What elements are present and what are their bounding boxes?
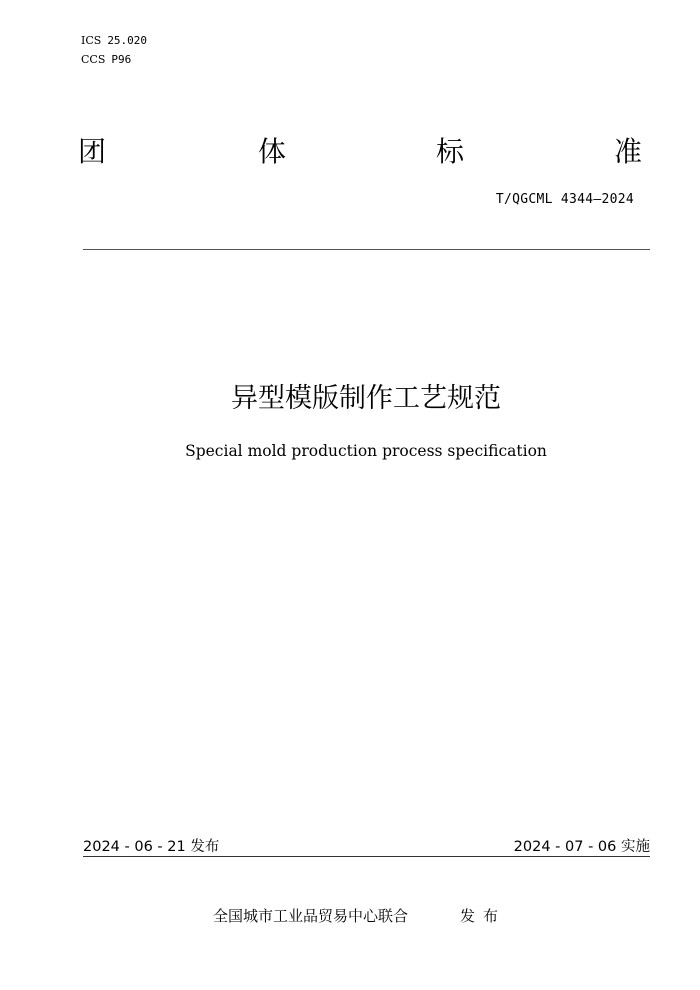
document-title-english: Special mold production process specification xyxy=(185,442,547,460)
ics-code xyxy=(81,34,147,47)
ics-value: 25.020 xyxy=(107,34,148,47)
standard-type-char-2: 体 xyxy=(258,135,287,168)
standard-number: T/QGCML 4344—2024 xyxy=(495,192,634,207)
document-title-chinese: 异型模版制作工艺规范 xyxy=(231,383,501,414)
standard-type-char-4: 准 xyxy=(614,135,643,168)
issue-date: 2024 - 06 - 21 发布 xyxy=(83,839,220,855)
footer-divider xyxy=(83,856,650,857)
ccs-value: P96 xyxy=(111,53,132,66)
ccs-code xyxy=(81,53,131,66)
implementation-date: 2024 - 07 - 06 实施 xyxy=(513,839,650,855)
standard-type-char-1: 团 xyxy=(78,135,107,168)
header-divider xyxy=(83,249,650,250)
publish-label: 发布 xyxy=(460,907,507,925)
publisher-name: 全国城市工业品贸易中心联合 xyxy=(213,907,409,925)
ics-label: ICS xyxy=(81,34,102,47)
ccs-label: CCS xyxy=(81,53,106,66)
standard-type-char-3: 标 xyxy=(436,135,465,168)
